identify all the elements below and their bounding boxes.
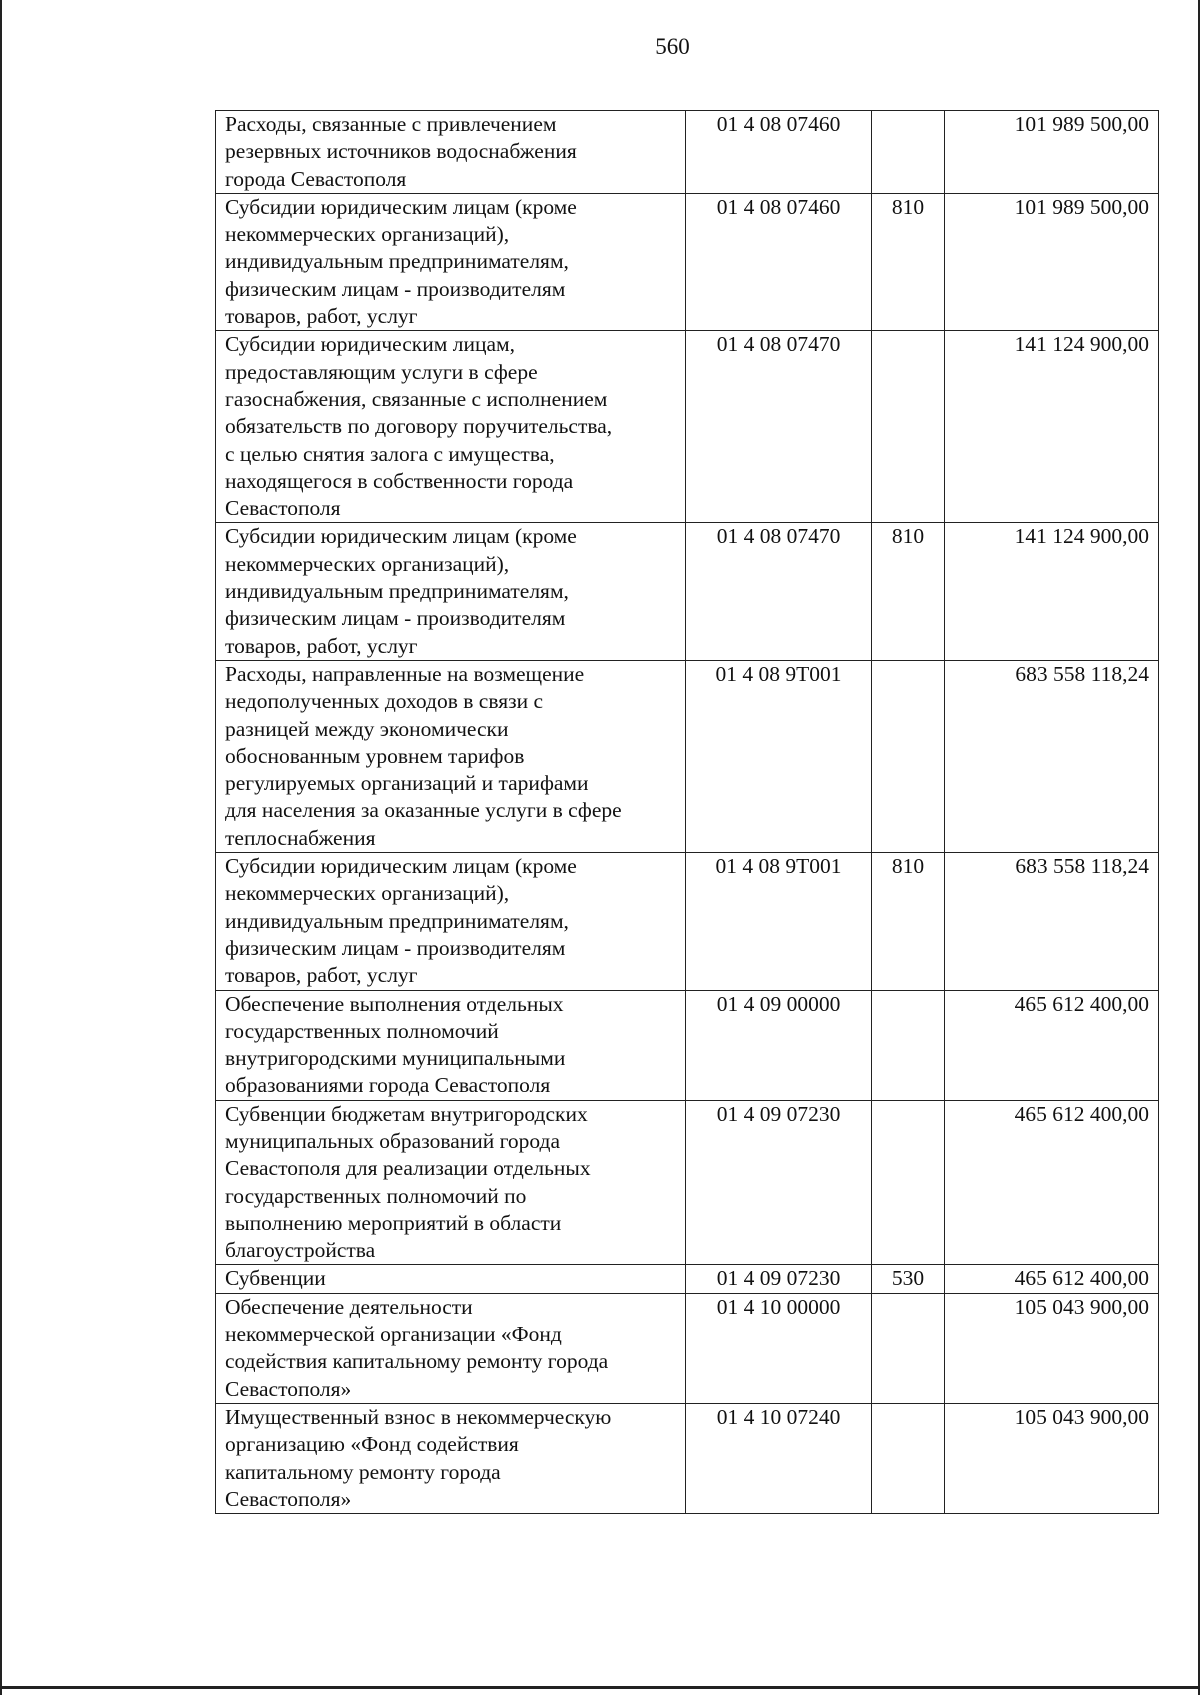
expense-name-cell — [216, 1265, 686, 1293]
budget-code-cell: 01 4 08 07460 — [686, 111, 872, 194]
scan-edge-left — [0, 0, 2, 1695]
expense-name-line: некоммерческих организаций), — [225, 881, 510, 906]
budget-table — [215, 110, 1159, 1514]
expense-name-line: некоммерческих организаций), — [225, 222, 510, 247]
expense-type-cell: 530 — [872, 1265, 945, 1293]
table-row — [216, 990, 1159, 1100]
page-number: 560 — [655, 34, 690, 59]
expense-name-line: разницей между экономически — [225, 716, 509, 741]
expense-name-line: обязательств по договору поручительства, — [225, 414, 613, 439]
table-row — [216, 193, 1159, 330]
expense-name-line: некоммерческой организации «Фонд — [225, 1322, 562, 1347]
expense-name-cell — [216, 193, 686, 330]
expense-name-line: товаров, работ, услуг — [225, 304, 418, 329]
expense-name-line: благоустройства — [225, 1238, 376, 1263]
expense-name-cell — [216, 1100, 686, 1265]
expense-name-line: Субвенции — [225, 1266, 326, 1291]
expense-type-cell — [872, 331, 945, 523]
expense-type-cell — [872, 990, 945, 1100]
expense-name-line: капитальному ремонту города — [225, 1459, 501, 1484]
expense-name-line: Севастополя для реализации отдельных — [225, 1156, 591, 1181]
expense-name-line: недополученных доходов в связи с — [225, 689, 544, 714]
expense-name-line: для населения за оказанные услуги в сфере — [225, 798, 622, 823]
table-row — [216, 523, 1159, 660]
budget-table-body — [216, 111, 1159, 1514]
amount-cell: 101 989 500,00 — [945, 193, 1159, 330]
table-row — [216, 1265, 1159, 1293]
expense-name-line: Расходы, связанные с привлечением — [225, 112, 557, 136]
scan-edge-bottom — [0, 1686, 1200, 1689]
expense-name-line: Севастополя — [225, 496, 341, 521]
expense-name-line: предоставляющим услуги в сфере — [225, 359, 538, 384]
table-row — [216, 1403, 1159, 1513]
budget-code-cell: 01 4 08 07470 — [686, 523, 872, 660]
expense-name-line: Обеспечение выполнения отдельных — [225, 991, 564, 1016]
budget-code-cell: 01 4 10 00000 — [686, 1293, 872, 1403]
amount-cell: 465 612 400,00 — [945, 1265, 1159, 1293]
expense-name-line: некоммерческих организаций), — [225, 551, 510, 576]
expense-name-line: товаров, работ, услуг — [225, 963, 418, 988]
expense-name-cell — [216, 523, 686, 660]
budget-code-cell: 01 4 09 07230 — [686, 1265, 872, 1293]
budget-code-cell: 01 4 08 9Т001 — [686, 853, 872, 990]
expense-name-line: физическим лицам - производителям — [225, 935, 566, 960]
budget-code-cell: 01 4 09 07230 — [686, 1100, 872, 1265]
expense-name-line: резервных источников водоснабжения — [225, 139, 577, 164]
amount-cell: 465 612 400,00 — [945, 1100, 1159, 1265]
budget-code-cell: 01 4 08 07470 — [686, 331, 872, 523]
expense-name-line: содействия капитальному ремонту города — [225, 1349, 609, 1374]
amount-cell: 105 043 900,00 — [945, 1293, 1159, 1403]
budget-code-cell: 01 4 10 07240 — [686, 1403, 872, 1513]
expense-name-line: Севастополя» — [225, 1376, 352, 1401]
expense-type-cell — [872, 1293, 945, 1403]
expense-name-line: организацию «Фонд содействия — [225, 1432, 519, 1457]
expense-name-line: физическим лицам - производителям — [225, 606, 566, 631]
expense-name-cell — [216, 1293, 686, 1403]
expense-name-line: индивидуальным предпринимателям, — [225, 579, 569, 604]
expense-name-line: государственных полномочий — [225, 1018, 499, 1043]
expense-name-line: Субсидии юридическим лицам (кроме — [225, 194, 577, 219]
expense-name-line: физическим лицам - производителям — [225, 276, 566, 301]
amount-cell: 683 558 118,24 — [945, 660, 1159, 852]
amount-cell: 141 124 900,00 — [945, 331, 1159, 523]
expense-name-line: Имущественный взнос в некоммерческую — [225, 1404, 612, 1429]
expense-name-cell — [216, 111, 686, 194]
expense-name-line: индивидуальным предпринимателям, — [225, 908, 569, 933]
expense-name-line: Субсидии юридическим лицам (кроме — [225, 524, 577, 549]
expense-type-cell: 810 — [872, 193, 945, 330]
expense-name-line: выполнению мероприятий в области — [225, 1210, 562, 1235]
expense-type-cell — [872, 111, 945, 194]
expense-name-line: Субсидии юридическим лицам, — [225, 332, 515, 357]
expense-name-line: Севастополя» — [225, 1486, 352, 1511]
amount-cell: 141 124 900,00 — [945, 523, 1159, 660]
expense-type-cell — [872, 1403, 945, 1513]
expense-name-line: Субвенции бюджетам внутригородских — [225, 1101, 588, 1126]
budget-code-cell: 01 4 08 07460 — [686, 193, 872, 330]
expense-name-cell — [216, 1403, 686, 1513]
expense-name-cell — [216, 660, 686, 852]
expense-name-line: Обеспечение деятельности — [225, 1294, 473, 1319]
expense-name-line: города Севастополя — [225, 166, 407, 191]
expense-name-line: находящегося в собственности города — [225, 468, 574, 493]
budget-code-cell: 01 4 09 00000 — [686, 990, 872, 1100]
table-row — [216, 111, 1159, 194]
expense-name-line: внутригородскими муниципальными — [225, 1046, 566, 1071]
expense-name-line: государственных полномочий по — [225, 1183, 527, 1208]
table-row — [216, 853, 1159, 990]
expense-type-cell — [872, 1100, 945, 1265]
expense-name-line: образованиями города Севастополя — [225, 1073, 551, 1098]
amount-cell: 105 043 900,00 — [945, 1403, 1159, 1513]
expense-name-line: товаров, работ, услуг — [225, 633, 418, 658]
expense-name-cell — [216, 990, 686, 1100]
amount-cell: 101 989 500,00 — [945, 111, 1159, 194]
expense-name-line: регулируемых организаций и тарифами — [225, 771, 589, 796]
table-row — [216, 1100, 1159, 1265]
expense-name-line: муниципальных образований города — [225, 1128, 561, 1153]
amount-cell: 465 612 400,00 — [945, 990, 1159, 1100]
table-row — [216, 331, 1159, 523]
expense-type-cell — [872, 660, 945, 852]
expense-name-line: с целью снятия залога с имущества, — [225, 441, 555, 466]
expense-name-cell — [216, 853, 686, 990]
expense-name-line: Расходы, направленные на возмещение — [225, 661, 585, 686]
expense-name-line: теплоснабжения — [225, 825, 376, 850]
budget-table-container — [215, 110, 1158, 1514]
expense-type-cell: 810 — [872, 853, 945, 990]
budget-code-cell: 01 4 08 9Т001 — [686, 660, 872, 852]
expense-name-line: Субсидии юридическим лицам (кроме — [225, 854, 577, 879]
expense-name-line: индивидуальным предпринимателям, — [225, 249, 569, 274]
table-row — [216, 1293, 1159, 1403]
expense-name-cell — [216, 331, 686, 523]
amount-cell: 683 558 118,24 — [945, 853, 1159, 990]
expense-type-cell: 810 — [872, 523, 945, 660]
table-row — [216, 660, 1159, 852]
expense-name-line: газоснабжения, связанные с исполнением — [225, 386, 608, 411]
expense-name-line: обоснованным уровнем тарифов — [225, 743, 525, 768]
